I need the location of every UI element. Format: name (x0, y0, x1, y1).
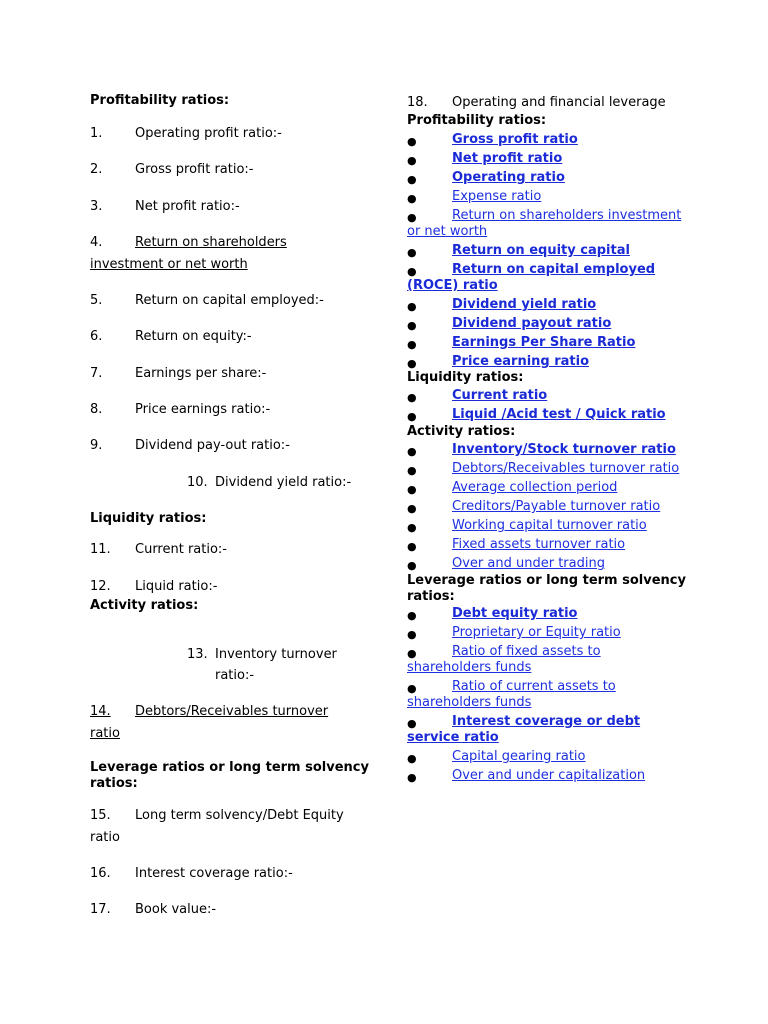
ratio-link[interactable]: Fixed assets turnover ratio (452, 537, 626, 552)
heading-profitability: Profitability ratios: (90, 93, 230, 108)
bullet-icon: ● (407, 135, 417, 148)
ratio-link[interactable]: Working capital turnover ratio (452, 518, 647, 533)
ratio-link[interactable]: Current ratio (452, 388, 548, 403)
heading-profitability: Profitability ratios: (407, 113, 547, 128)
heading-leverage-cont: ratios: (90, 776, 138, 791)
ratio-link[interactable]: Ratio of current assets to (452, 679, 616, 694)
bullet-icon: ● (407, 609, 417, 622)
bullet-icon: ● (407, 410, 417, 423)
heading-leverage: Leverage ratios or long term solvency (407, 573, 686, 588)
ratio-link[interactable]: Creditors/Payable turnover ratio (452, 499, 661, 514)
bullet-icon: ● (407, 357, 417, 370)
bullet-icon: ● (407, 717, 417, 730)
item-text: Operating and financial leverage (452, 95, 666, 110)
bullet-icon: ● (407, 154, 417, 167)
heading-liquidity: Liquidity ratios: (90, 511, 207, 526)
left-column: Profitability ratios: 1. Operating profit ratio:- 2. Gross profit ratio:- 3. Net profit ratio:- 4. Return on shareholders investment or net worth 5. Return on capital employed:- 6. Return on equity:- 7. Earnings per share:- 8. Price earnings ratio:- 9. Dividend pay-out ratio:- 10. Dividend yield ratio:- Liquidity ratios: 11. Current ratio:- 12. Liquid ratio:- Activity ratios: 13. Inventory turnover ratio:- 14. Debtors/Receivables turnover ratio Leverage ratios or long term solvency ratios: 15. Long term solvency/Debt Equity ratio 16. Interest coverage ratio:- 17. Book value:- (90, 93, 369, 917)
bullet-icon: ● (407, 559, 417, 572)
ratio-link[interactable]: Dividend payout ratio (452, 316, 612, 331)
ratio-link[interactable]: Inventory/Stock turnover ratio (452, 442, 676, 457)
ratio-link[interactable]: Interest coverage or debt (452, 714, 641, 729)
ratio-link[interactable]: Expense ratio (452, 189, 542, 204)
ratio-link[interactable]: Operating ratio (452, 170, 565, 185)
ratio-link[interactable]: Proprietary or Equity ratio (452, 625, 621, 640)
bullet-icon: ● (407, 265, 417, 278)
heading-liquidity: Liquidity ratios: (407, 370, 524, 385)
ratio-link[interactable]: Dividend yield ratio (452, 297, 597, 312)
heading-activity: Activity ratios: (407, 424, 516, 439)
ratio-link[interactable]: Liquid /Acid test / Quick ratio (452, 407, 666, 422)
ratio-link[interactable]: Return on equity capital (452, 243, 630, 258)
bullet-icon: ● (407, 445, 417, 458)
bullet-icon: ● (407, 464, 417, 477)
ratio-link[interactable]: Ratio of fixed assets to (452, 644, 601, 659)
ratio-link[interactable]: Debtors/Receivables turnover ratio (452, 461, 680, 476)
bullet-icon: ● (407, 628, 417, 641)
bullet-icon: ● (407, 192, 417, 205)
ratio-link-cont[interactable]: shareholders funds (407, 695, 532, 710)
ratio-link[interactable]: Over and under trading (452, 556, 605, 571)
ratio-link[interactable]: Return on shareholders investment (452, 208, 682, 223)
bullet-icon: ● (407, 319, 417, 332)
heading-activity: Activity ratios: (90, 598, 199, 613)
bullet-icon: ● (407, 211, 417, 224)
bullet-icon: ● (407, 246, 417, 259)
bullet-icon: ● (407, 173, 417, 186)
ratio-link-cont[interactable]: shareholders funds (407, 660, 532, 675)
ratio-link[interactable]: Earnings Per Share Ratio (452, 335, 636, 350)
ratio-link[interactable]: Return on capital employed (452, 262, 656, 277)
bullet-icon: ● (407, 540, 417, 553)
ratio-link-cont[interactable]: or net worth (407, 224, 488, 239)
bullet-icon: ● (407, 338, 417, 351)
bullet-icon: ● (407, 752, 417, 765)
bullet-icon: ● (407, 647, 417, 660)
right-column (407, 0, 707, 1024)
ratio-link-cont[interactable]: (ROCE) ratio (407, 278, 498, 293)
item-number: 18. (407, 95, 428, 110)
ratio-link[interactable]: Over and under capitalization (452, 768, 646, 783)
ratio-link[interactable]: Average collection period (452, 480, 618, 495)
ratio-link[interactable]: Debt equity ratio (452, 606, 578, 621)
bullet-icon: ● (407, 521, 417, 534)
heading-leverage: Leverage ratios or long term solvency (90, 760, 369, 775)
bullet-icon: ● (407, 771, 417, 784)
ratio-link-cont[interactable]: service ratio (407, 730, 499, 745)
heading-leverage-cont: ratios: (407, 589, 455, 604)
ratio-link[interactable]: Gross profit ratio (452, 132, 578, 147)
ratio-link[interactable]: Net profit ratio (452, 151, 563, 166)
bullet-icon: ● (407, 391, 417, 404)
bullet-icon: ● (407, 682, 417, 695)
bullet-icon: ● (407, 483, 417, 496)
bullet-icon: ● (407, 300, 417, 313)
ratio-link[interactable]: Price earning ratio (452, 354, 590, 369)
bullet-icon: ● (407, 502, 417, 515)
ratio-link[interactable]: Capital gearing ratio (452, 749, 586, 764)
